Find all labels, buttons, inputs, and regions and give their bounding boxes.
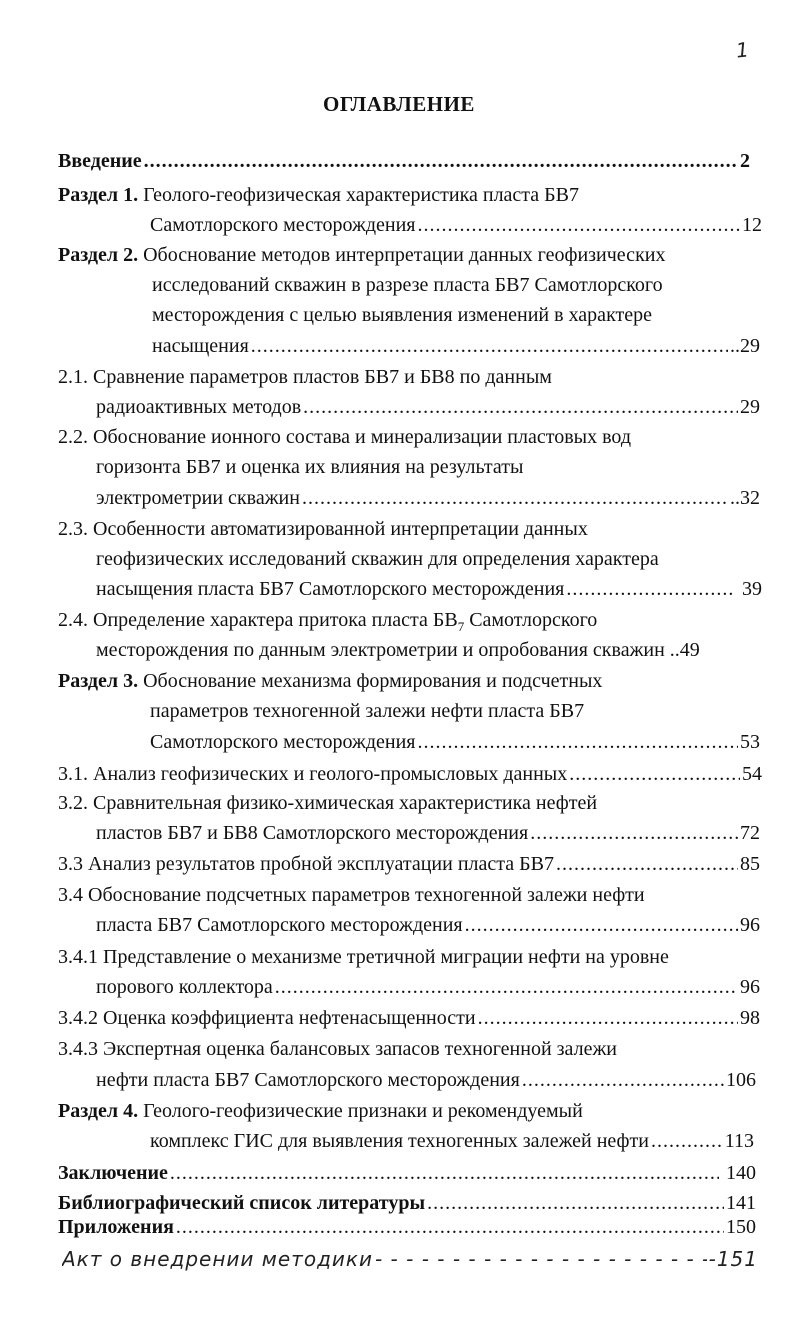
toc-page-number: 2	[740, 150, 750, 172]
handwritten-page-number: 1	[734, 37, 751, 63]
toc-entry-label: Заключение	[58, 1162, 168, 1184]
toc-entry-2-3: 2.3. Особенности автоматизированной интерпретации данных	[58, 518, 588, 540]
toc-entry-section-4-cont	[150, 1126, 754, 1156]
toc-entry-text: 3.3 Анализ результатов пробной эксплуатации пласта БВ7	[58, 853, 554, 875]
toc-entry-section-3-cont	[150, 727, 760, 757]
toc-entry-section-2	[58, 240, 758, 270]
dot-leader	[417, 210, 740, 240]
toc-entry-section-4	[58, 1096, 758, 1126]
toc-entry-text: Обоснование методов интерпретации данных геофизических	[143, 244, 666, 266]
dot-leader	[144, 146, 738, 176]
toc-entry-3-4-3: 3.4.3 Экспертная оценка балансовых запасов техногенной залежи	[58, 1038, 617, 1060]
dot-leader	[651, 1126, 723, 1156]
toc-page-number: -151	[708, 1247, 758, 1271]
toc-entry-text: горизонта БВ7 и оценка их влияния на результаты	[96, 456, 524, 478]
toc-entry-label: Введение	[58, 150, 142, 172]
dot-leader	[556, 849, 738, 879]
toc-entry-text: Самотлорского месторождения	[150, 731, 416, 753]
toc-page-number: 54	[742, 763, 762, 785]
toc-entry-text: пластов БВ7 и БВ8 Самотлорского месторождения	[96, 822, 529, 844]
toc-page-number: 12	[742, 214, 762, 236]
toc-entry-3-2: 3.2. Сравнительная физико-химическая характеристика нефтей	[58, 792, 598, 814]
toc-entry-text: радиоактивных методов	[96, 396, 302, 418]
toc-entry-section-1	[58, 180, 758, 210]
toc-entry-3-4-cont	[96, 910, 760, 940]
toc-section-prefix: Раздел 3.	[58, 670, 139, 692]
toc-entry-text: Геолого-геофизическая характеристика пласта БВ7	[143, 184, 579, 206]
toc-entry-text: насыщения	[152, 335, 249, 357]
dot-leader	[530, 818, 738, 848]
toc-entry-text: Самотлорского месторождения	[150, 214, 416, 236]
toc-entry-2-2: 2.2. Обоснование ионного состава и минерализации пластовых вод	[58, 426, 631, 448]
toc-entry-text: параметров техногенной залежи нефти пласта БВ7	[150, 700, 585, 722]
dot-leader	[303, 392, 738, 422]
toc-entry-text: исследований скважин в разрезе пласта БВ7 Самотлорского	[152, 274, 663, 296]
dot-leader	[522, 1065, 724, 1095]
toc-entry-text: 3.1. Анализ геофизических и геолого-промысловых данных	[58, 763, 568, 785]
toc-section-prefix: Раздел 4.	[58, 1100, 139, 1122]
toc-entry-text: порового коллектора	[96, 976, 273, 998]
dot-leader	[275, 972, 738, 1002]
toc-entry-conclusion	[58, 1158, 756, 1188]
toc-entry-3-4-1: 3.4.1 Представление о механизме третичной миграции нефти на уровне	[58, 946, 669, 968]
dot-leader	[176, 1212, 724, 1242]
dot-leader	[569, 759, 740, 789]
page-title: ОГЛАВЛЕНИЕ	[323, 92, 475, 116]
toc-entry-2-4	[58, 605, 768, 635]
toc-page-number: ..29	[730, 335, 760, 357]
toc-entry-section-2-cont	[152, 331, 760, 361]
toc-entry-label: Акт о внедрении методики	[62, 1247, 373, 1271]
toc-page-number: 106	[726, 1069, 756, 1091]
toc-entry-3-4: 3.4 Обоснование подсчетных параметров техногенной залежи нефти	[58, 884, 645, 906]
toc-entry-3-4-2	[58, 1003, 760, 1033]
toc-entry-text: Самотлорского	[464, 609, 598, 631]
toc-page-number: 150	[726, 1216, 756, 1238]
toc-entry-2-1: 2.1. Сравнение параметров пластов БВ7 и БВ8 по данным	[58, 366, 552, 388]
toc-entry-intro	[58, 146, 750, 176]
dot-leader	[478, 1003, 738, 1033]
toc-entry-3-2-cont	[96, 818, 760, 848]
toc-entry-text: электрометрии скважин	[96, 487, 300, 509]
toc-page-number: 113	[724, 1130, 754, 1152]
toc-entry-text: Геолого-геофизические признаки и рекомендуемый	[143, 1100, 583, 1122]
toc-entry-2-3-cont	[96, 574, 762, 604]
toc-entry-appendices	[58, 1212, 756, 1242]
toc-page-number: 29	[740, 396, 760, 418]
toc-entry-label: Приложения	[58, 1216, 174, 1238]
toc-entry-3-4-3-cont	[96, 1065, 756, 1095]
toc-entry-section-1-cont	[150, 210, 762, 240]
toc-entry-text: насыщения пласта БВ7 Самотлорского месторождения	[96, 578, 565, 600]
toc-entry-text: пласта БВ7 Самотлорского месторождения	[96, 914, 463, 936]
dot-leader	[170, 1158, 719, 1188]
toc-entry-3-3	[58, 849, 760, 879]
toc-entry-3-4-1-cont	[96, 972, 760, 1002]
toc-entry-text: Обоснование механизма формирования и подсчетных	[143, 670, 603, 692]
toc-entry-text: геофизических исследований скважин для определения характера	[96, 548, 659, 570]
dot-leader	[417, 727, 738, 757]
dot-leader	[302, 483, 728, 513]
toc-entry-text: 3.4.2 Оценка коэффициента нефтенасыщенности	[58, 1007, 476, 1029]
toc-entry-section-3	[58, 666, 758, 696]
toc-page-number: 140	[721, 1162, 756, 1184]
toc-section-prefix: Раздел 1.	[58, 184, 139, 206]
subscript: 7	[457, 619, 465, 634]
toc-section-prefix: Раздел 2.	[58, 244, 139, 266]
toc-entry-text: месторождения с целью выявления изменений в характере	[152, 304, 653, 326]
toc-entry-3-1	[58, 759, 762, 789]
toc-page-number: 98	[740, 1007, 760, 1029]
toc-entry-text: 2.4. Определение характера притока пласта БВ	[58, 609, 458, 631]
toc-page-number: 39	[737, 578, 762, 600]
dot-leader	[465, 910, 738, 940]
toc-entry-2-1-cont	[96, 392, 760, 422]
dot-leader	[375, 1242, 707, 1276]
toc-entry-text: месторождения по данным электрометрии и опробования скважин ..49	[96, 639, 700, 661]
toc-entry-2-2-cont	[96, 483, 760, 513]
toc-entry-text: комплекс ГИС для выявления техногенных залежей нефти	[150, 1130, 649, 1152]
toc-page-number: 96	[740, 976, 760, 998]
toc-page-number: 96	[740, 914, 760, 936]
toc-page-number: 141	[726, 1192, 756, 1214]
toc-entry-text: нефти пласта БВ7 Самотлорского месторождения	[96, 1069, 520, 1091]
toc-entry-handwritten	[62, 1242, 758, 1276]
dot-leader	[566, 574, 735, 604]
toc-page-number: ..32	[730, 487, 760, 509]
toc-page-number: 85	[740, 853, 760, 875]
toc-page-number: 72	[740, 822, 760, 844]
dot-leader	[251, 331, 728, 361]
toc-page-number: 53	[740, 731, 760, 753]
toc-entry-label: Библиографический список литературы	[58, 1192, 426, 1214]
